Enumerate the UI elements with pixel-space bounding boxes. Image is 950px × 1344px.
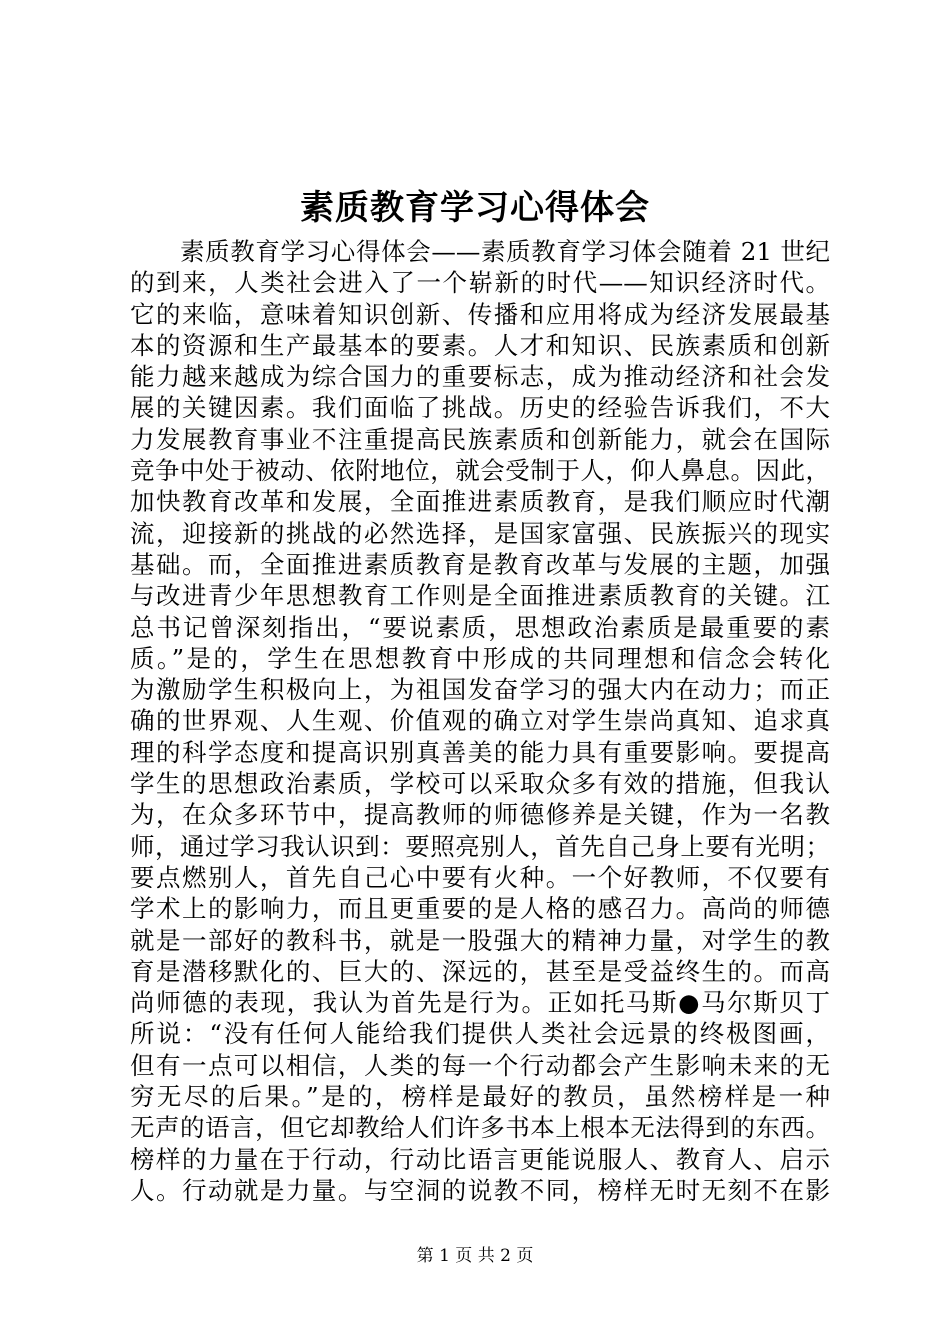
body-line: 能力越来越成为综合国力的重要标志，成为推动经济和社会发 <box>130 362 830 392</box>
body-line: 本的资源和生产最基本的要素。人才和知识、民族素质和创新 <box>130 330 830 360</box>
body-line: 流，迎接新的挑战的必然选择，是国家富强、民族振兴的现实 <box>130 518 830 548</box>
body-line: 学生的思想政治素质，学校可以采取众多有效的措施，但我认 <box>130 769 830 799</box>
body-line: 基础。而，全面推进素质教育是教育改革与发展的主题，加强 <box>130 549 830 579</box>
body-line: 但有一点可以相信，人类的每一个行动都会产生影响未来的无 <box>130 1050 830 1080</box>
body-line: 它的来临，意味着知识创新、传播和应用将成为经济发展最基 <box>130 299 830 329</box>
body-line: 所说：“没有任何人能给我们提供人类社会远景的终极图画， <box>130 1019 830 1049</box>
document-body <box>130 236 830 1206</box>
body-line: 就是一部好的教科书，就是一股强大的精神力量，对学生的教 <box>130 925 830 955</box>
page-number-footer: 第 1 页 共 2 页 <box>416 1246 534 1266</box>
body-line: 榜样的力量在于行动，行动比语言更能说服人、教育人、启示 <box>130 1144 830 1174</box>
body-line: 力发展教育事业不注重提高民族素质和创新能力，就会在国际 <box>130 424 830 454</box>
body-line: 师，通过学习我认识到：要照亮别人，首先自己身上要有光明； <box>130 831 830 861</box>
body-line: 为，在众多环节中，提高教师的师德修养是关键，作为一名教 <box>130 800 830 830</box>
body-line: 学术上的影响力，而且更重要的是人格的感召力。高尚的师德 <box>130 894 830 924</box>
body-line: 质。”是的，学生在思想教育中形成的共同理想和信念会转化 <box>130 643 830 673</box>
body-line: 无声的语言，但它却教给人们许多书本上根本无法得到的东西。 <box>130 1113 830 1143</box>
body-line: 加快教育改革和发展，全面推进素质教育，是我们顺应时代潮 <box>130 487 830 517</box>
body-line: 与改进青少年思想教育工作则是全面推进素质教育的关键。江 <box>130 581 830 611</box>
body-line: 总书记曾深刻指出，“要说素质，思想政治素质是最重要的素 <box>130 612 830 642</box>
body-line: 尚师德的表现，我认为首先是行为。正如托马斯●马尔斯贝丁 <box>130 988 830 1018</box>
body-line: 为激励学生积极向上，为祖国发奋学习的强大内在动力；而正 <box>130 675 830 705</box>
body-line: 育是潜移默化的、巨大的、深远的，甚至是受益终生的。而高 <box>130 956 830 986</box>
body-line: 确的世界观、人生观、价值观的确立对学生崇尚真知、追求真 <box>130 706 830 736</box>
body-line: 要点燃别人，首先自己心中要有火种。一个好教师，不仅要有 <box>130 862 830 892</box>
body-line: 人。行动就是力量。与空洞的说教不同，榜样无时无刻不在影 <box>130 1175 830 1205</box>
document-title: 素质教育学习心得体会 <box>300 188 650 228</box>
body-line: 理的科学态度和提高识别真善美的能力具有重要影响。要提高 <box>130 737 830 767</box>
body-line: 展的关键因素。我们面临了挑战。历史的经验告诉我们，不大 <box>130 393 830 423</box>
body-line: 穷无尽的后果。”是的，榜样是最好的教员，虽然榜样是一种 <box>130 1082 830 1112</box>
body-line: 素质教育学习心得体会——素质教育学习体会随着 21 世纪 <box>180 237 830 266</box>
body-line: 竞争中处于被动、依附地位，就会受制于人，仰人鼻息。因此， <box>130 456 830 486</box>
body-line: 的到来，人类社会进入了一个崭新的时代——知识经济时代。 <box>130 268 830 298</box>
